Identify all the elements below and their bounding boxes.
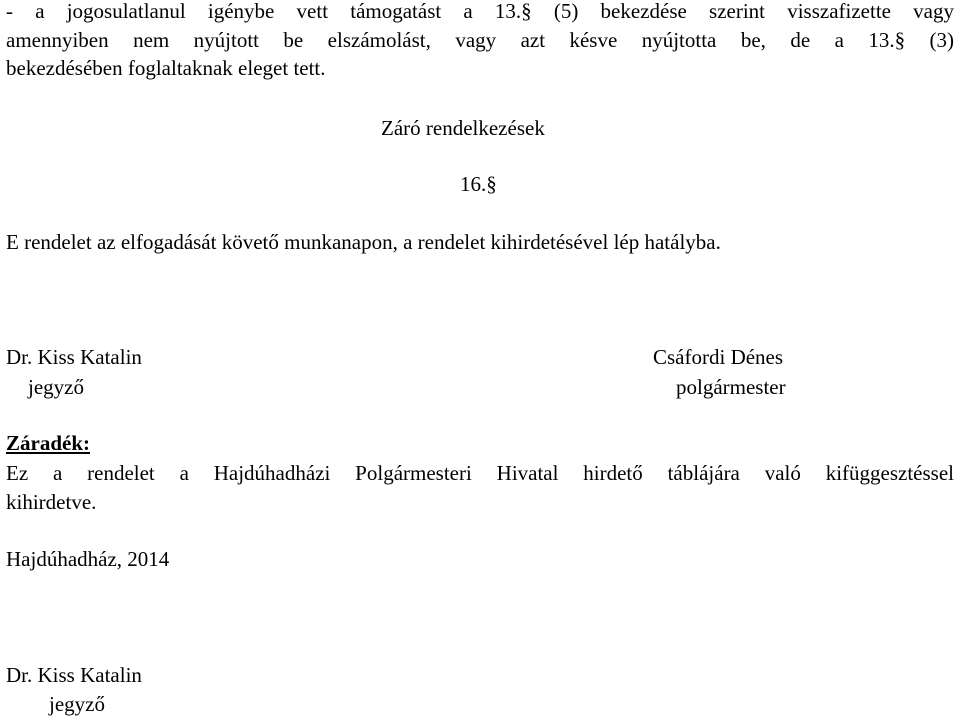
intro-line-1: - a jogosulatlanul igénybe vett támogatást a 13.§ (5) bekezdése szerint visszafizette vagy bbox=[6, 0, 954, 23]
section-text: E rendelet az elfogadását követő munkanapon, a rendelet kihirdetésével lép hatályba. bbox=[6, 230, 721, 254]
footer-place-date: Hajdúhadház, 2014 bbox=[6, 547, 170, 571]
signature-left-title: jegyző bbox=[28, 375, 84, 399]
intro-line-3: bekezdésében foglaltaknak eleget tett. bbox=[6, 56, 326, 80]
clause-line-2: kihirdetve. bbox=[6, 490, 97, 514]
section-heading: Záró rendelkezések bbox=[381, 116, 545, 140]
signature-right-title: polgármester bbox=[676, 375, 786, 399]
intro-line-2: amennyiben nem nyújtott be elszámolást, vagy azt késve nyújtotta be, de a 13.§ (3) bbox=[6, 28, 954, 52]
clause-line-1: Ez a rendelet a Hajdúhadházi Polgármesteri Hivatal hirdető táblájára való kifüggesztéssel bbox=[6, 461, 954, 485]
clause-title: Záradék: bbox=[6, 431, 90, 455]
footer-title: jegyző bbox=[49, 692, 105, 716]
signature-right-name: Csáfordi Dénes bbox=[653, 345, 784, 369]
signature-left-name: Dr. Kiss Katalin bbox=[6, 345, 142, 369]
section-number: 16.§ bbox=[460, 172, 497, 196]
footer-name: Dr. Kiss Katalin bbox=[6, 663, 142, 687]
